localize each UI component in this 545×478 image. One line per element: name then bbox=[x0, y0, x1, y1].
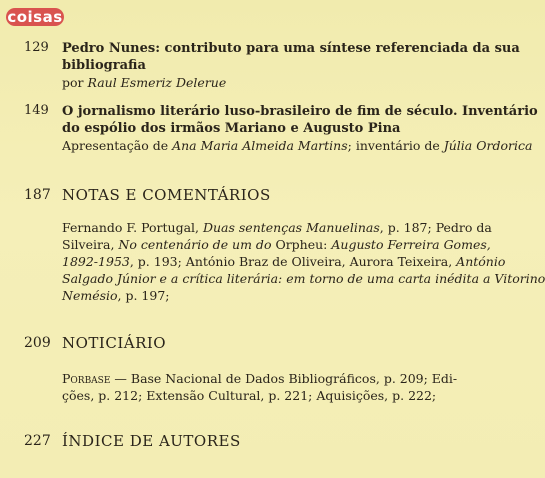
paragraph-line bbox=[62, 253, 506, 270]
text-run: , p. 193; António Braz de Oliveira, Aurora Teixeira, bbox=[129, 254, 453, 269]
text-run: Orpheu: bbox=[275, 237, 328, 252]
section-heading: ÍNDICE DE AUTORES bbox=[62, 432, 241, 450]
text-run: Silveira, bbox=[62, 237, 115, 252]
small-caps-term: Porbase bbox=[62, 371, 111, 386]
text-run: — Base Nacional de Dados Bibliográficos, p. 209; Edi- bbox=[114, 371, 458, 386]
byline-separator: ; inventário de bbox=[347, 138, 440, 153]
byline-prefix: Apresentação de bbox=[62, 138, 169, 153]
site-logo: coisas bbox=[7, 8, 63, 26]
inventory-author-name: Júlia Ordorica bbox=[443, 138, 533, 153]
author-name: Raul Esmeriz Delerue bbox=[87, 75, 227, 90]
entry-body bbox=[62, 40, 520, 91]
italic-title: António bbox=[456, 254, 506, 269]
byline-prefix: por bbox=[62, 75, 84, 90]
section-heading: NOTAS E COMENTÁRIOS bbox=[62, 186, 271, 204]
section-heading: NOTICIÁRIO bbox=[62, 334, 167, 352]
paragraph-line bbox=[62, 270, 545, 287]
italic-title: 1892-1953 bbox=[62, 254, 130, 269]
section-body bbox=[62, 432, 486, 450]
entry-title-line: O jornalismo literário luso-brasileiro de fim de século. Inventário bbox=[62, 104, 538, 119]
entry-title-line: do espólio dos irmãos Mariano e Augusto Pina bbox=[62, 121, 401, 136]
page-number: 129 bbox=[24, 40, 49, 55]
paragraph-text bbox=[62, 370, 486, 404]
italic-title: Augusto Ferreira Gomes, bbox=[331, 237, 491, 252]
entry-title-line: bibliografia bbox=[62, 58, 146, 73]
presenter-name: Ana Maria Almeida Martins bbox=[172, 138, 348, 153]
page-number: 227 bbox=[24, 433, 51, 449]
paragraph-line bbox=[62, 287, 486, 304]
paragraph-line bbox=[62, 370, 486, 387]
section-body bbox=[62, 186, 486, 204]
italic-title: Nemésio bbox=[62, 288, 118, 303]
text-run: Fernando F. Portugal, bbox=[62, 220, 199, 235]
section-body bbox=[62, 334, 486, 352]
italic-title: Salgado Júnior e a crítica literária: em torno de uma carta inédita a Vitorino bbox=[62, 271, 545, 286]
paragraph-text bbox=[62, 219, 545, 304]
page-number: 209 bbox=[24, 335, 51, 351]
text-run: , p. 187; Pedro da bbox=[379, 220, 492, 235]
text-run: ções, p. 212; Extensão Cultural, p. 221; Aquisições, p. 222; bbox=[62, 388, 437, 403]
page-number: 149 bbox=[24, 103, 49, 118]
paragraph-line bbox=[62, 219, 492, 236]
italic-title: Duas sentenças Manuelinas bbox=[202, 220, 380, 235]
entry-byline bbox=[62, 137, 533, 154]
entry-body bbox=[62, 103, 538, 154]
text-run: , p. 197; bbox=[117, 288, 170, 303]
entry-byline bbox=[62, 74, 486, 91]
page-number: 187 bbox=[24, 187, 51, 203]
italic-title: No centenário de um do bbox=[118, 237, 272, 252]
paragraph-line bbox=[62, 387, 486, 404]
entry-title-line: Pedro Nunes: contributo para uma síntese referenciada da sua bbox=[62, 41, 520, 56]
paragraph-line bbox=[62, 236, 491, 253]
